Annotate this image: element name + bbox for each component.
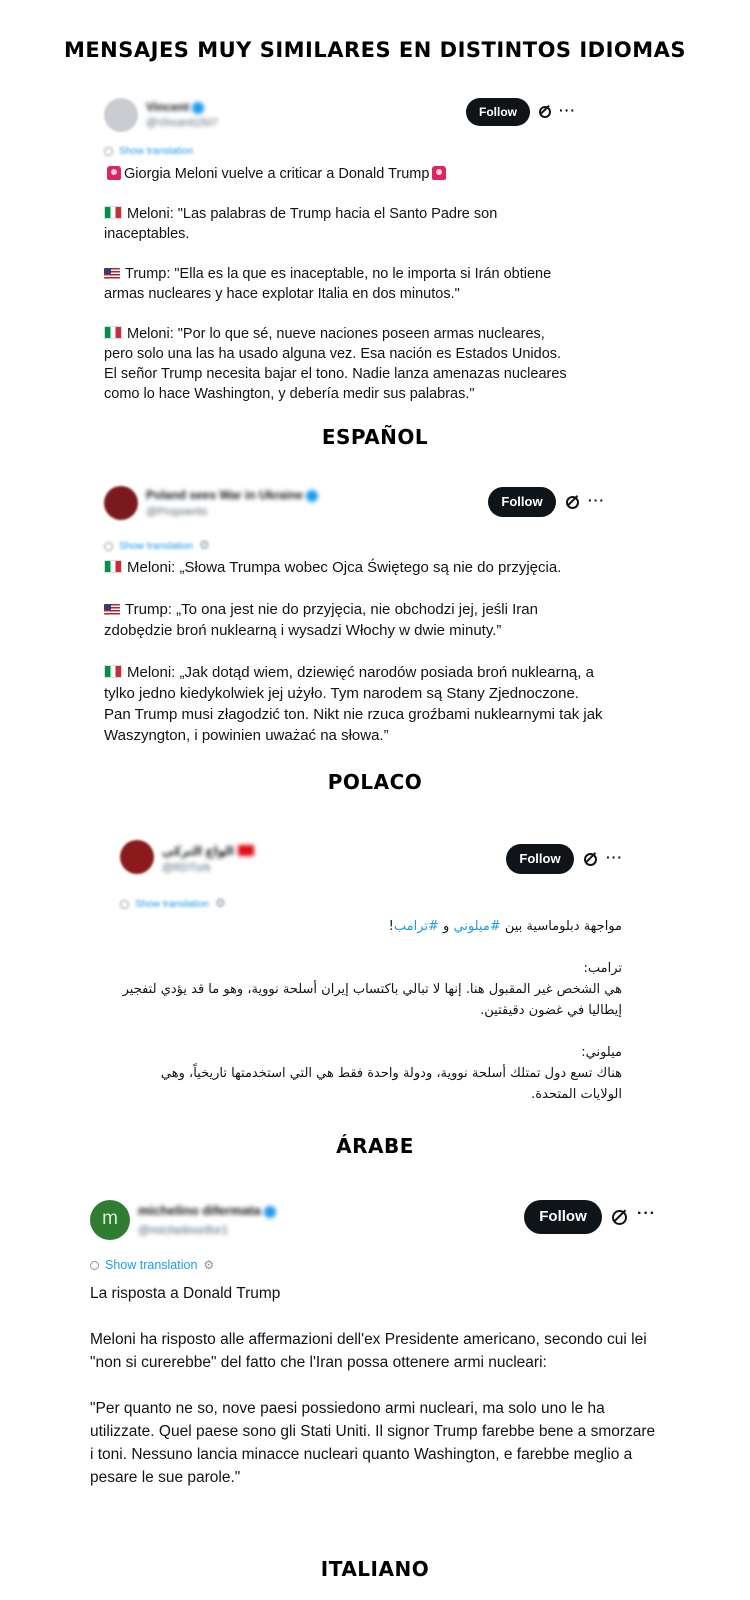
- tweet-paragraph: Meloni: „Jak dotąd wiem, dziewięć narodów posiada broń nuklearną, a tylko jedno kiedykolwiek jej użyło. Tym narodem są Stany Zjednoczone. Pan Trump musi złagodzić ton. Nikt nie rzuca groźbami nuklearnymi tak jak Waszyngton, i powinien uważać na słowa.”: [104, 664, 603, 744]
- language-label-polish: POLACO: [327, 770, 423, 794]
- italy-flag-icon: [104, 326, 122, 339]
- user-name[interactable]: الواع التركي: [162, 844, 259, 858]
- show-translation-link[interactable]: Show translation: [104, 146, 193, 157]
- settings-gear-icon: ⚙: [198, 538, 210, 552]
- user-name[interactable]: Vincent: [146, 100, 204, 114]
- tweet-paragraph: Trump: „To ona jest nie do przyjęcia, nie obchodzi jej, jeśli Iran zdobędzie broń nuklearną i wysadzi Włochy w dwie minuty.”: [104, 601, 538, 639]
- avatar[interactable]: m: [90, 1200, 130, 1240]
- tweet-paragraph: Meloni: "Las palabras de Trump hacia el Santo Padre son inaceptables.: [104, 206, 498, 242]
- more-options-icon[interactable]: ···: [606, 849, 623, 865]
- italy-flag-icon: [104, 206, 122, 219]
- us-flag-icon: [104, 268, 120, 279]
- user-handle[interactable]: @michelinorifor1: [138, 1223, 229, 1237]
- hashtag-link[interactable]: #ترامب: [393, 919, 439, 934]
- avatar[interactable]: [104, 98, 138, 132]
- tweet-paragraph: مواجهة دبلوماسية بين #ميلوني و #ترامب!: [388, 919, 622, 934]
- turkey-flag-icon: [238, 845, 254, 856]
- tweet-card-spanish: [96, 90, 590, 408]
- settings-gear-icon: ⚙: [214, 896, 226, 910]
- grok-icon[interactable]: [566, 496, 579, 509]
- more-options-icon[interactable]: ···: [637, 1205, 656, 1222]
- tweet-paragraph: Meloni: „Słowa Trumpa wobec Ojca Świętego są nie do przyjęcia.: [104, 557, 609, 578]
- tweet-title: Giorgia Meloni vuelve a criticar a Donald Trump: [104, 164, 574, 184]
- tweet-text: [120, 916, 622, 1105]
- tweet-paragraph: "Per quanto ne so, nove paesi possiedono armi nucleari, ma solo uno le ha utilizzate. Quel paese sono gli Stati Uniti. Il signor Trump farebbe bene a smorzare i toni. Nessuno lancia minacce nucleari quanto Washington, e farebbe meglio a pesare le sue parole.": [90, 1400, 656, 1486]
- translate-icon: [120, 900, 129, 909]
- tweet-paragraph: Trump: "Ella es la que es inaceptable, no le importa si Irán obtiene armas nucleares y hace explotar Italia en dos minutos.": [104, 266, 552, 302]
- grok-icon[interactable]: [612, 1210, 627, 1225]
- page-title: MENSAJES MUY SIMILARES EN DISTINTOS IDIOMAS: [63, 38, 687, 62]
- tweet-card-italian: [80, 1192, 670, 1528]
- italy-flag-icon: [104, 560, 122, 573]
- tweet-text: [104, 164, 574, 404]
- siren-emoji-icon: [107, 166, 121, 180]
- follow-button[interactable]: Follow: [488, 487, 556, 517]
- tweet-text: [104, 557, 609, 746]
- user-handle[interactable]: @RDTurk: [162, 862, 211, 874]
- us-flag-icon: [104, 604, 120, 615]
- siren-emoji-icon: [432, 166, 446, 180]
- more-options-icon[interactable]: ···: [588, 492, 605, 508]
- language-label-spanish: ESPAÑOL: [321, 425, 429, 449]
- tweet-paragraph-label: ميلوني:: [581, 1045, 622, 1060]
- show-translation-link[interactable]: Show translation ⚙: [104, 538, 210, 552]
- italy-flag-icon: [104, 665, 122, 678]
- tweet-title: La risposta a Donald Trump: [90, 1285, 281, 1302]
- avatar[interactable]: [104, 486, 138, 520]
- tweet-paragraph: Meloni: "Por lo que sé, nueve naciones poseen armas nucleares, pero solo una las ha usado alguna vez. Esa nación es Estados Unidos. El señor Trump necesita bajar el tono. Nadie lanza amenazas nucleares como lo hace Washington, y debería medir sus palabras.": [104, 326, 567, 402]
- grok-icon[interactable]: [539, 106, 551, 118]
- translate-icon: [104, 147, 113, 156]
- follow-button[interactable]: Follow: [524, 1200, 602, 1234]
- user-handle[interactable]: @Vincent1507: [146, 117, 219, 129]
- tweet-card-polish: [96, 478, 622, 750]
- language-label-arabic: ÁRABE: [336, 1134, 414, 1158]
- more-options-icon[interactable]: ···: [559, 102, 576, 118]
- show-translation-link[interactable]: Show translation ⚙: [120, 896, 226, 910]
- user-name[interactable]: Poland sees War in Ukraine: [146, 488, 318, 502]
- show-translation-link[interactable]: Show translation ⚙: [90, 1258, 214, 1272]
- grok-icon[interactable]: [584, 853, 597, 866]
- follow-button[interactable]: Follow: [506, 844, 574, 874]
- hashtag-link[interactable]: #ميلوني: [453, 919, 501, 934]
- verified-badge-icon: [306, 490, 318, 502]
- user-handle[interactable]: @Propoertis: [146, 506, 208, 518]
- tweet-paragraph: Meloni ha risposto alle affermazioni dell'ex Presidente americano, secondo cui lei "non si curerebbe" del fatto che l'Iran possa ottenere armi nucleari:: [90, 1331, 647, 1371]
- tweet-text: [90, 1282, 662, 1489]
- user-name[interactable]: michelino difermata: [138, 1203, 276, 1218]
- avatar[interactable]: [120, 840, 154, 874]
- tweet-paragraph: هناك تسع دول تمتلك أسلحة نووية، ودولة واحدة فقط هي التي استخدمتها تاريخياً، وهي الولايات المتحدة.: [160, 1066, 622, 1102]
- translate-icon: [104, 542, 113, 551]
- translate-icon: [90, 1261, 99, 1270]
- verified-badge-icon: [264, 1206, 276, 1218]
- tweet-paragraph: هي الشخص غير المقبول هنا. إنها لا تبالي باكتساب إيران أسلحة نووية، وهو ما قد يؤدي لتفجير إيطاليا في غضون دقيقتين.: [122, 982, 622, 1018]
- verified-badge-icon: [192, 102, 204, 114]
- settings-gear-icon: ⚙: [203, 1258, 215, 1272]
- tweet-paragraph-label: ترامب:: [583, 961, 622, 976]
- follow-button[interactable]: Follow: [466, 98, 530, 126]
- language-label-italian: ITALIANO: [320, 1557, 430, 1581]
- tweet-card-arabic: [112, 832, 638, 1114]
